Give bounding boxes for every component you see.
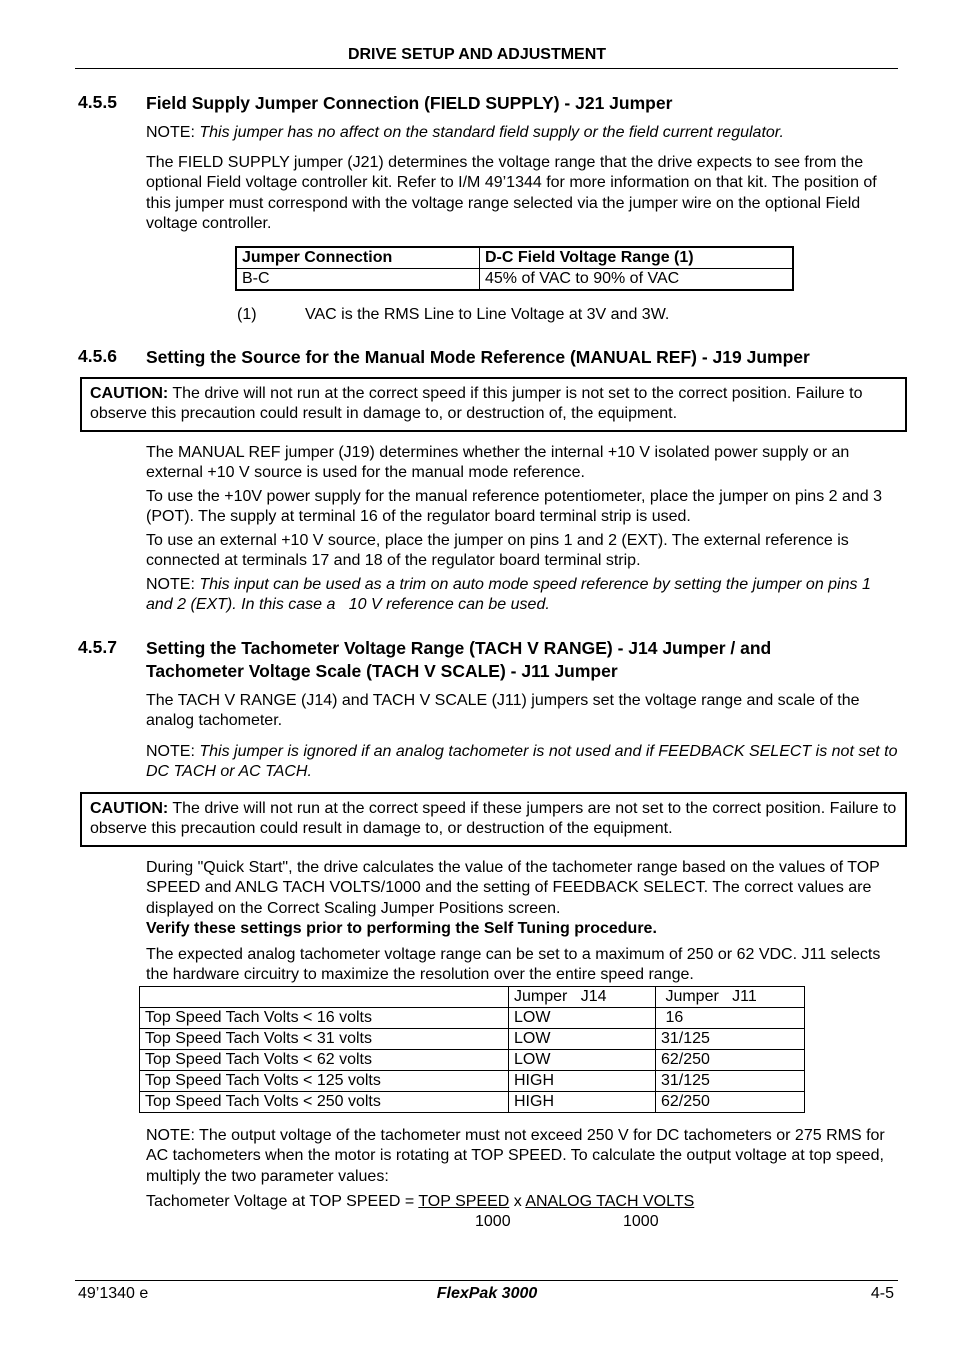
- table-row: Top Speed Tach Volts < 16 volts LOW 16: [140, 1008, 805, 1029]
- header-rule: [75, 68, 898, 69]
- s456-paragraph-1: The MANUAL REF jumper (J19) determines whether the internal +10 V isolated power supply or an external +10 V source is used for the manual mode reference.: [146, 444, 850, 482]
- caution-text: The drive will not run at the correct speed if this jumper is not set to the correct position. Failure to observe this precaution could result in damage to, or destruction of, the equipment.: [90, 385, 863, 423]
- caution-box: [80, 377, 907, 432]
- table-row: Top Speed Tach Volts < 62 volts LOW 62/250: [140, 1050, 805, 1071]
- s457-paragraph-1: The TACH V RANGE (J14) and TACH V SCALE (J11) jumpers set the voltage range and scale of the analog tachometer.: [146, 692, 860, 730]
- table-header-cell: Jumper Connection: [236, 247, 480, 269]
- section-title: Field Supply Jumper Connection (FIELD SUPPLY) - J21 Jumper: [146, 93, 673, 113]
- table-cell: 45% of VAC to 90% of VAC: [480, 269, 794, 291]
- caution-text: The drive will not run at the correct speed if these jumpers are not set to the correct position. Failure to observe this precaution could result in damage to, or destruction of the equipment.: [90, 800, 897, 838]
- formula-denominator-2: 1000: [623, 1213, 659, 1230]
- s456-paragraph-2: To use the +10V power supply for the manual reference potentiometer, place the jumper on pins 2 and 3 (POT). The supply at terminal 16 of the regulator board terminal strip is used.: [146, 488, 883, 526]
- section-number: 4.5.5: [78, 92, 117, 112]
- table-header-cell: Jumper J14: [509, 987, 656, 1008]
- section-number: 4.5.6: [78, 346, 117, 366]
- section-title: Setting the Tachometer Voltage Range (TACH V RANGE) - J14 Jumper / and Tachometer Voltage Scale (TACH V SCALE) - J11 Jumper: [146, 638, 772, 681]
- formula-denominator-1: 1000: [475, 1213, 511, 1230]
- s455-note: NOTE: This jumper has no affect on the standard field supply or the field current regulator.: [146, 124, 784, 141]
- bold-instruction: Verify these settings prior to performing the Self Tuning procedure.: [146, 919, 657, 937]
- field-voltage-table: [235, 246, 794, 291]
- table-header-cell: Jumper J11: [656, 987, 805, 1008]
- footer-rule: [75, 1280, 898, 1281]
- table-cell: B-C: [236, 269, 480, 291]
- s457-note: NOTE: This jumper is ignored if an analog tachometer is not used and if FEEDBACK SELECT is not set to DC TACH or AC TACH.: [146, 743, 898, 781]
- formula-term-analog-tach-volts: ANALOG TACH VOLTS: [525, 1193, 695, 1210]
- section-title: Setting the Source for the Manual Mode Reference (MANUAL REF) - J19 Jumper: [146, 347, 810, 367]
- table-header-cell: D-C Field Voltage Range (1): [480, 247, 794, 269]
- s457-paragraph-3: The expected analog tachometer voltage range can be set to a maximum of 250 or 62 VDC. J11 selects the hardware circuitry to maximize the resolution over the entire speed range.: [146, 946, 881, 984]
- footnote-number: (1): [237, 306, 257, 323]
- tach-jumper-table: [139, 986, 805, 1113]
- s456-note: NOTE: This input can be used as a trim on auto mode speed reference by setting the jumper on pins 1 and 2 (EXT). In this case a 10 V reference can be used.: [146, 576, 876, 614]
- formula-term-top-speed: TOP SPEED: [418, 1193, 510, 1210]
- s457-note-2: NOTE: The output voltage of the tachometer must not exceed 250 V for DC tachometers or 275 RMS for AC tachometers when the motor is rotating at TOP SPEED. To calculate the output voltage at top speed, multiply the two parameter values:: [146, 1127, 885, 1185]
- caution-box: [80, 792, 907, 847]
- s457-paragraph-2: During "Quick Start", the drive calculates the value of the tachometer range based on the values of TOP SPEED and ANLG TACH VOLTS/1000 and the setting of FEEDBACK SELECT. The correct values are displayed on the Correct Scaling Jumper Positions screen. Verify these settings prior to performing the Self Tuning procedure.: [146, 859, 880, 937]
- caution-label: CAUTION:: [90, 385, 169, 402]
- page-header-title: DRIVE SETUP AND ADJUSTMENT: [347, 46, 607, 63]
- s456-paragraph-3: To use an external +10 V source, place the jumper on pins 1 and 2 (EXT). The external reference is connected at terminals 17 and 18 of the regulator board terminal strip.: [146, 532, 849, 570]
- formula: Tachometer Voltage at TOP SPEED = TOP SPEED x ANALOG TACH VOLTS: [146, 1193, 695, 1210]
- footnote-text: VAC is the RMS Line to Line Voltage at 3V and 3W.: [305, 306, 670, 323]
- footer-product-name: FlexPak 3000: [436, 1285, 538, 1302]
- footer-page-number: 4-5: [870, 1285, 894, 1302]
- footer-doc-number: 49’1340 e: [78, 1285, 149, 1302]
- table-row: Top Speed Tach Volts < 125 volts HIGH 31/125: [140, 1071, 805, 1092]
- s455-paragraph: The FIELD SUPPLY jumper (J21) determines the voltage range that the drive expects to see from the optional Field voltage controller kit. Refer to I/M 49’1344 for more information on that kit. The position of this jumper must correspond with the voltage range selected via the jumper wire on the optional Field voltage controller.: [146, 154, 877, 232]
- table-header-cell: [140, 987, 509, 1008]
- section-number: 4.5.7: [78, 637, 117, 657]
- table-row: Top Speed Tach Volts < 31 volts LOW 31/125: [140, 1029, 805, 1050]
- caution-label: CAUTION:: [90, 800, 169, 817]
- table-row: Top Speed Tach Volts < 250 volts HIGH 62/250: [140, 1092, 805, 1113]
